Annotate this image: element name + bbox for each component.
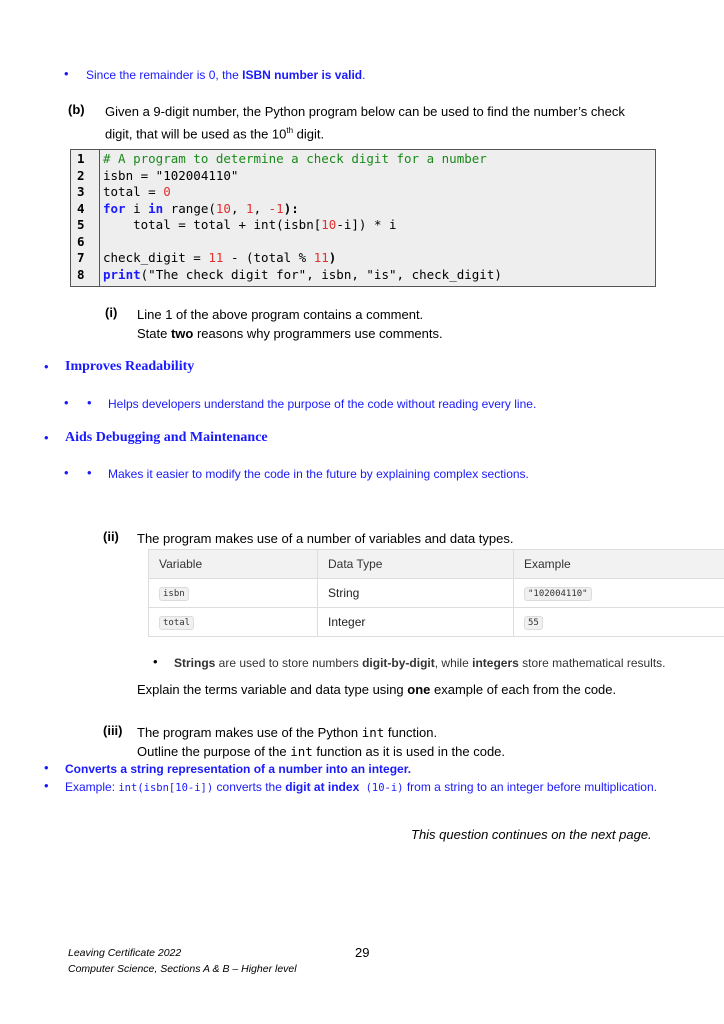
code-block: [70, 149, 656, 287]
footer-exam-info: Leaving Certificate 2022 Computer Science, Sections A & B – Higher level: [68, 947, 297, 975]
table-row: [149, 608, 724, 637]
answer-int-purpose: Converts a string representation of a number into an integer.: [65, 762, 412, 776]
bullet-icon: •: [44, 778, 49, 793]
table-cell: 55: [514, 608, 724, 637]
part-ii-text: The program makes use of a number of variables and data types.: [137, 531, 514, 546]
part-b-text: Given a 9-digit number, the Python program below can be used to find the number’s check digit, that will be used as the 10th digit.: [105, 104, 625, 142]
part-i-label: (i): [105, 305, 118, 320]
data-type-note: Strings are used to store numbers digit-by-digit, while integers store mathematical results.: [174, 656, 666, 670]
part-ii-label: (ii): [103, 529, 119, 544]
line-number: 3: [77, 184, 85, 199]
answer-detail-debugging: Makes it easier to modify the code in the future by explaining complex sections.: [108, 467, 529, 481]
answer-detail-readability: Helps developers understand the purpose of the code without reading every line.: [108, 397, 537, 411]
column-header: Data Type: [318, 550, 514, 579]
part-iii-label: (iii): [103, 723, 123, 738]
table-cell: String: [318, 579, 514, 608]
page-number: 29: [355, 945, 370, 960]
bullet-icon: •: [64, 465, 69, 480]
code-line-3: total = 0: [103, 184, 171, 199]
table-cell: isbn: [149, 579, 318, 608]
line-number: 1: [77, 151, 85, 166]
line-number-gutter: [71, 150, 100, 286]
table-header-row: [149, 550, 724, 579]
line-number: 6: [77, 233, 85, 249]
table-cell: Integer: [318, 608, 514, 637]
code-line-4: for i in range(10, 1, -1):: [103, 200, 299, 216]
code-line-2: isbn = "102004110": [103, 167, 239, 183]
code-line-7: check_digit = 11 - (total % 11): [103, 250, 337, 265]
bullet-icon: •: [153, 654, 158, 669]
table-cell: total: [149, 608, 318, 637]
part-ii-explain: Explain the terms variable and data type using one example of each from the code.: [137, 682, 617, 697]
part-iii-text: The program makes use of the Python int function. Outline the purpose of the int function as it is used in the code.: [137, 725, 506, 759]
answer-heading-readability: Improves Readability: [65, 359, 195, 374]
code-line-8: print("The check digit for", isbn, "is", check_digit): [103, 266, 502, 282]
table-cell: "102004110": [514, 579, 724, 608]
bullet-icon: •: [64, 395, 69, 410]
line-number: 5: [77, 217, 85, 232]
bullet-icon: •: [64, 66, 69, 81]
bullet-icon: •: [44, 359, 49, 374]
column-header: Variable: [149, 550, 318, 579]
bullet-icon: •: [87, 395, 92, 410]
bullet-icon: •: [87, 465, 92, 480]
continues-note: This question continues on the next page.: [411, 827, 652, 842]
bullet-icon: •: [44, 760, 49, 775]
line-number: 8: [77, 266, 85, 282]
part-b-label: (b): [68, 102, 85, 117]
line-number: 2: [77, 167, 85, 183]
code-line-5: total = total + int(isbn[10-i]) * i: [103, 217, 397, 232]
column-header: Example: [514, 550, 724, 579]
line-number: 4: [77, 200, 85, 216]
table-row: [149, 579, 724, 608]
code-line-1: # A program to determine a check digit for a number: [103, 151, 487, 166]
variables-table: [148, 549, 724, 637]
answer-heading-debugging: Aids Debugging and Maintenance: [65, 430, 268, 445]
bullet-icon: •: [44, 430, 49, 445]
part-i-text: Line 1 of the above program contains a comment. State two reasons why programmers use comments.: [137, 307, 443, 341]
answer-int-example: Example: int(isbn[10-i]) converts the digit at index (10-i) from a string to an integer before multiplication.: [65, 780, 657, 794]
line-number: 7: [77, 250, 85, 265]
answer-remainder-valid: Since the remainder is 0, the ISBN number is valid.: [86, 68, 366, 82]
